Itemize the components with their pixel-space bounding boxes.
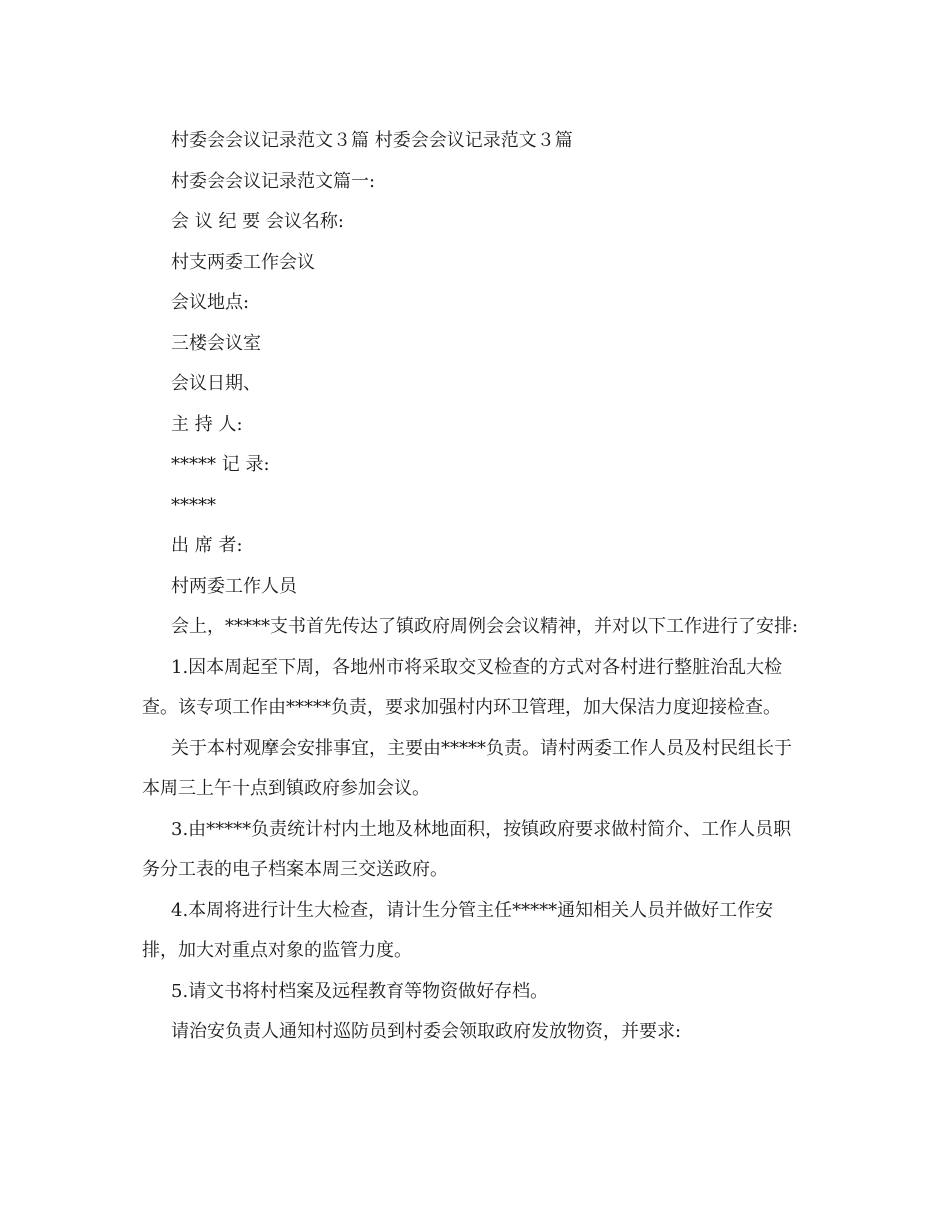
- section-heading: 村委会会议记录范文篇一:: [171, 170, 376, 192]
- meeting-location-value: 三楼会议室: [171, 332, 261, 354]
- meeting-name-value: 村支两委工作会议: [171, 251, 315, 273]
- document-title: 村委会会议记录范文３篇 村委会会议记录范文３篇: [171, 130, 573, 151]
- body-paragraph-item-5: 5.请文书将村档案及远程教育等物资做好存档。: [171, 980, 549, 1002]
- meeting-date-label: 会议日期、: [171, 373, 261, 394]
- body-paragraph-observation: 关于本村观摩会安排事宜，主要由*****负责。请村两委工作人员及村民组长于本周三上午十点到镇政府参加会议。: [142, 737, 792, 799]
- meeting-name-label: 会 议 纪 要 会议名称:: [171, 211, 344, 232]
- attendees-label: 出 席 者:: [171, 535, 243, 556]
- body-paragraph-security: 请治安负责人通知村巡防员到村委会领取政府发放物资，并要求:: [171, 1021, 682, 1042]
- body-paragraph-item-3: 3.由*****负责统计村内土地及林地面积，按镇政府要求做村简介、工作人员职务分工表的电子档案本周三交送政府。: [142, 818, 792, 880]
- body-paragraph-item-4: 4.本周将进行计生大检查，请计生分管主任*****通知相关人员并做好工作安排，加大对重点对象的监管力度。: [142, 899, 774, 961]
- body-paragraph-intro: 会上，*****支书首先传达了镇政府周例会会议精神，并对以下工作进行了安排:: [171, 616, 799, 637]
- body-paragraph-item-1: 1.因本周起至下周，各地州市将采取交叉检查的方式对各村进行整脏治乱大检查。该专项工作由*****负责，要求加强村内环卫管理，加大保洁力度迎接检查。: [142, 656, 783, 718]
- document-body: [142, 121, 807, 1053]
- host-label: 主 持 人:: [171, 413, 243, 435]
- attendees-value: 村两委工作人员: [171, 575, 297, 597]
- recorder-label: ***** 记 录:: [171, 454, 270, 475]
- recorder-value: *****: [171, 494, 216, 516]
- meeting-location-label: 会议地点:: [171, 292, 250, 313]
